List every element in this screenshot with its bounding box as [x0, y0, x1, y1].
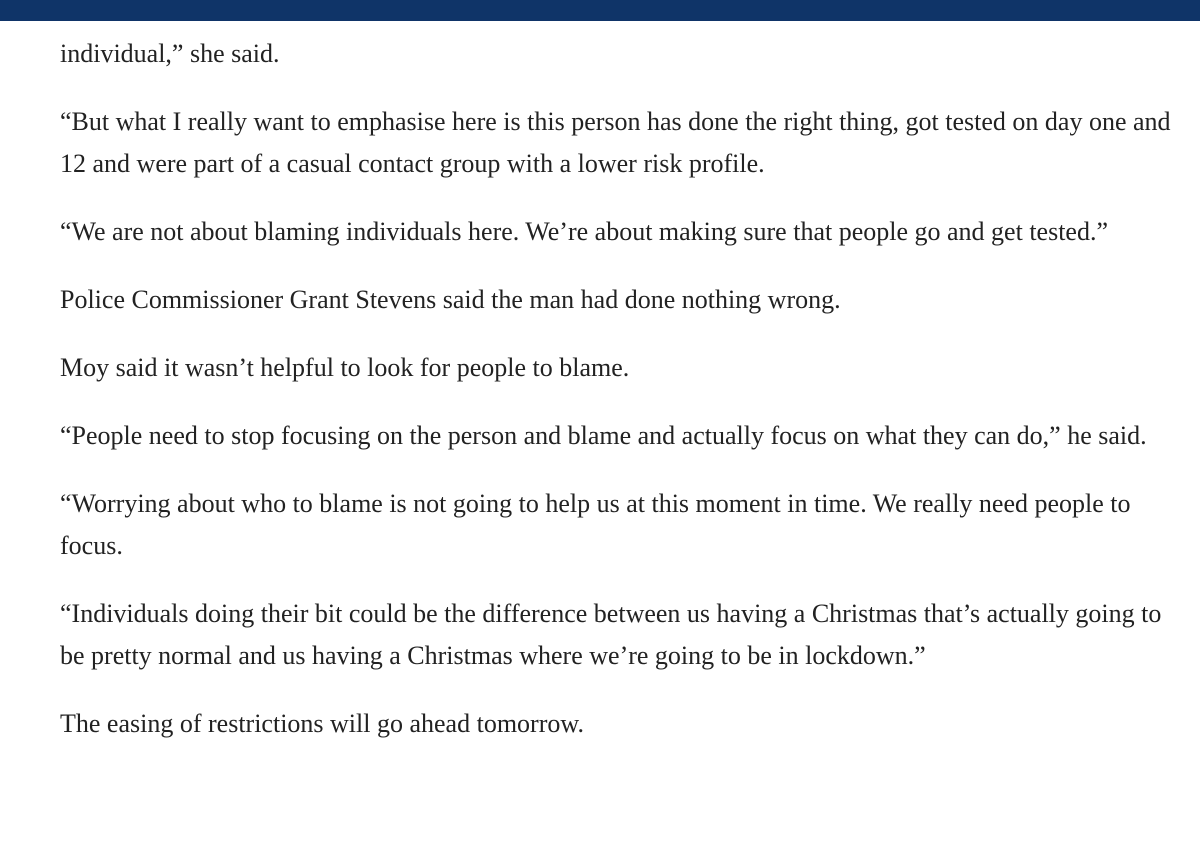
article-paragraph: Police Commissioner Grant Stevens said the man had done nothing wrong.	[60, 285, 841, 314]
article-paragraph: individual,” she said.	[60, 39, 280, 68]
site-header-bar	[0, 0, 1200, 21]
article-paragraph: “But what I really want to emphasise here is this person has done the right thing, got tested on day one and 12 and were part of a casual contact group with a lower risk profile.	[60, 107, 1171, 178]
article-paragraph: The easing of restrictions will go ahead tomorrow.	[60, 709, 584, 738]
article-paragraph: Moy said it wasn’t helpful to look for people to blame.	[60, 353, 630, 382]
article-paragraph: “People need to stop focusing on the person and blame and actually focus on what they can do,” he said.	[60, 421, 1147, 450]
article-paragraph: “Individuals doing their bit could be the difference between us having a Christmas that’s actually going to be pretty normal and us having a Christmas where we’re going to be in lockdown.”	[60, 599, 1162, 670]
article-paragraph: “We are not about blaming individuals here. We’re about making sure that people go and get tested.”	[60, 217, 1108, 246]
article-body	[60, 33, 1180, 771]
article-paragraph: “Worrying about who to blame is not going to help us at this moment in time. We really need people to focus.	[60, 489, 1131, 560]
